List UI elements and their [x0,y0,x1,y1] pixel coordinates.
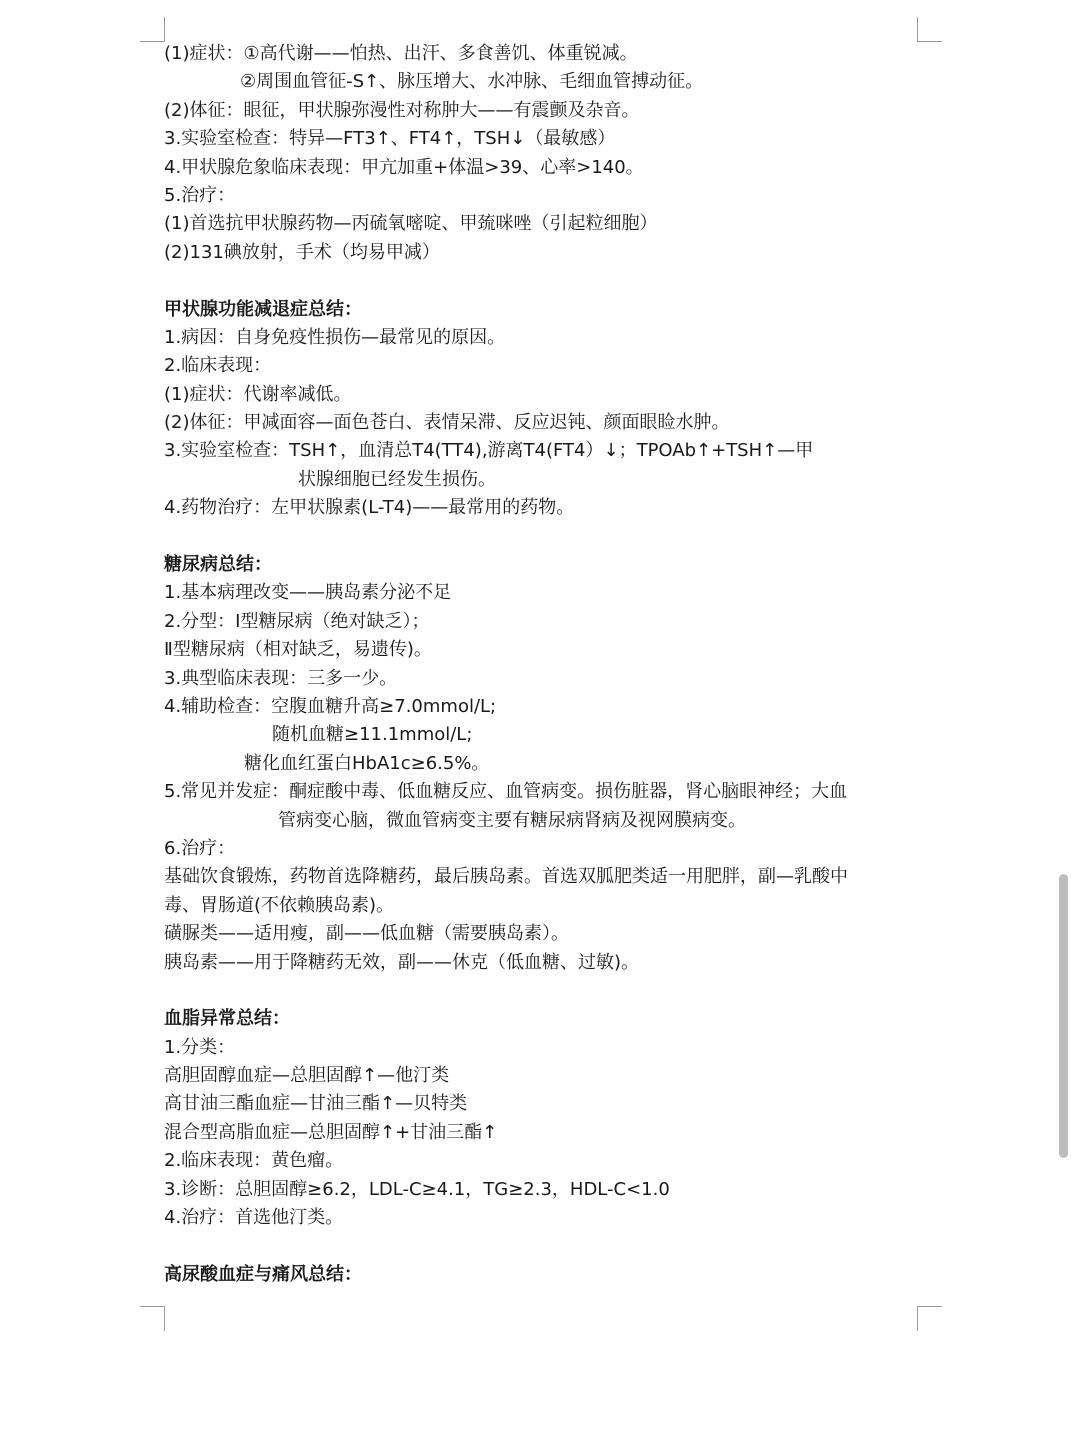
text-line: 1.分类： [164,1036,236,1058]
text-line: Ⅱ型糖尿病（相对缺乏，易遗传)。 [164,639,432,661]
text-line: ②周围血管征-S↑、脉压增大、水冲脉、毛细血管搏动征。 [240,71,704,93]
text-line: 3.实验室检查：TSH↑，血清总T4(TT4),游离T4(FT4）↓；TPOAb↑+TSH↑—甲 [164,440,814,462]
crop-mark-bottom-left [140,1306,165,1331]
text-line: 4.辅助检查：空腹血糖升高≥7.0mmol/L; [164,695,497,717]
text-line: (2)131碘放射，手术（均易甲减） [164,241,440,263]
text-line: 5.治疗： [164,184,236,206]
paragraph-gap [164,267,924,295]
text-line: 5.常见并发症：酮症酸中毒、低血糖反应、血管病变。损伤脏器，肾心脑眼神经；大血 [164,781,848,803]
text-line: 3.实验室检查：特异—FT3↑、FT4↑，TSH↓（最敏感） [164,128,616,150]
text-line: 4.甲状腺危象临床表现：甲亢加重+体温>39、心率>140。 [164,156,644,178]
text-line: 3.典型临床表现：三多一少。 [164,667,398,689]
crop-mark-top-left [140,17,165,42]
text-line: 毒、胃肠道(不依赖胰岛素)。 [164,894,395,916]
text-line: 2.临床表现：黄色瘤。 [164,1150,344,1172]
text-line: 基础饮食锻炼，药物首选降糖药，最后胰岛素。首选双胍肥类适一用肥胖，副—乳酸中 [164,866,848,888]
text-line: 管病变心脑，微血管病变主要有糖尿病肾病及视网膜病变。 [278,809,746,831]
paragraph-gap [164,1232,924,1260]
text-line: 高胆固醇血症—总胆固醇↑—他汀类 [164,1065,450,1087]
text-line: 4.治疗：首选他汀类。 [164,1207,344,1229]
paragraph-gap [164,523,924,551]
text-line: 胰岛素——用于降糖药无效，副——休克（低血糖、过敏)。 [164,951,640,973]
crop-mark-top-right [917,17,942,42]
text-line: 状腺细胞已经发生损伤。 [298,468,496,490]
section-heading: 高尿酸血症与痛风总结： [164,1263,362,1285]
text-line: 1.病因：自身免疫性损伤—最常见的原因。 [164,326,506,348]
text-line: 混合型高脂血症—总胆固醇↑+甘油三酯↑ [164,1121,498,1143]
text-line: (2)体征：甲减面容—面色苍白、表情呆滞、反应迟钝、颜面眼睑水肿。 [164,412,730,434]
scrollbar-thumb[interactable] [1059,874,1068,1158]
document-body [164,40,924,1289]
text-line: (1)首选抗甲状腺药物—丙硫氧嘧啶、甲巯咪唑（引起粒细胞） [164,213,658,235]
text-line: 磺脲类——适用瘦，副——低血糖（需要胰岛素）。 [164,923,569,945]
text-line: (2)体征：眼征，甲状腺弥漫性对称肿大——有震颤及杂音。 [164,99,640,121]
text-line: (1)症状：①高代谢——怕热、出汗、多食善饥、体重锐减。 [164,43,638,64]
text-line: 6.治疗： [164,837,236,859]
section-heading: 糖尿病总结： [164,554,272,576]
text-line: 4.药物治疗：左甲状腺素(L-T4)——最常用的药物。 [164,497,575,519]
text-line: (1)症状：代谢率减低。 [164,383,352,405]
text-line: 随机血糖≥11.1mmol/L; [272,724,473,746]
text-line: 糖化血红蛋白HbA1c≥6.5%。 [244,752,490,774]
section-heading: 甲状腺功能减退症总结： [164,298,362,320]
crop-mark-bottom-right [917,1306,942,1331]
text-line: 2.临床表现： [164,355,272,377]
text-line: 1.基本病理改变——胰岛素分泌不足 [164,582,452,604]
text-line: 2.分型：I型糖尿病（绝对缺乏）； [164,610,430,632]
text-line: 高甘油三酯血症—甘油三酯↑—贝特类 [164,1093,468,1115]
paragraph-gap [164,977,924,1005]
section-heading: 血脂异常总结： [164,1008,290,1030]
text-line: 3.诊断：总胆固醇≥6.2，LDL-C≥4.1，TG≥2.3，HDL-C<1.0 [164,1178,670,1200]
